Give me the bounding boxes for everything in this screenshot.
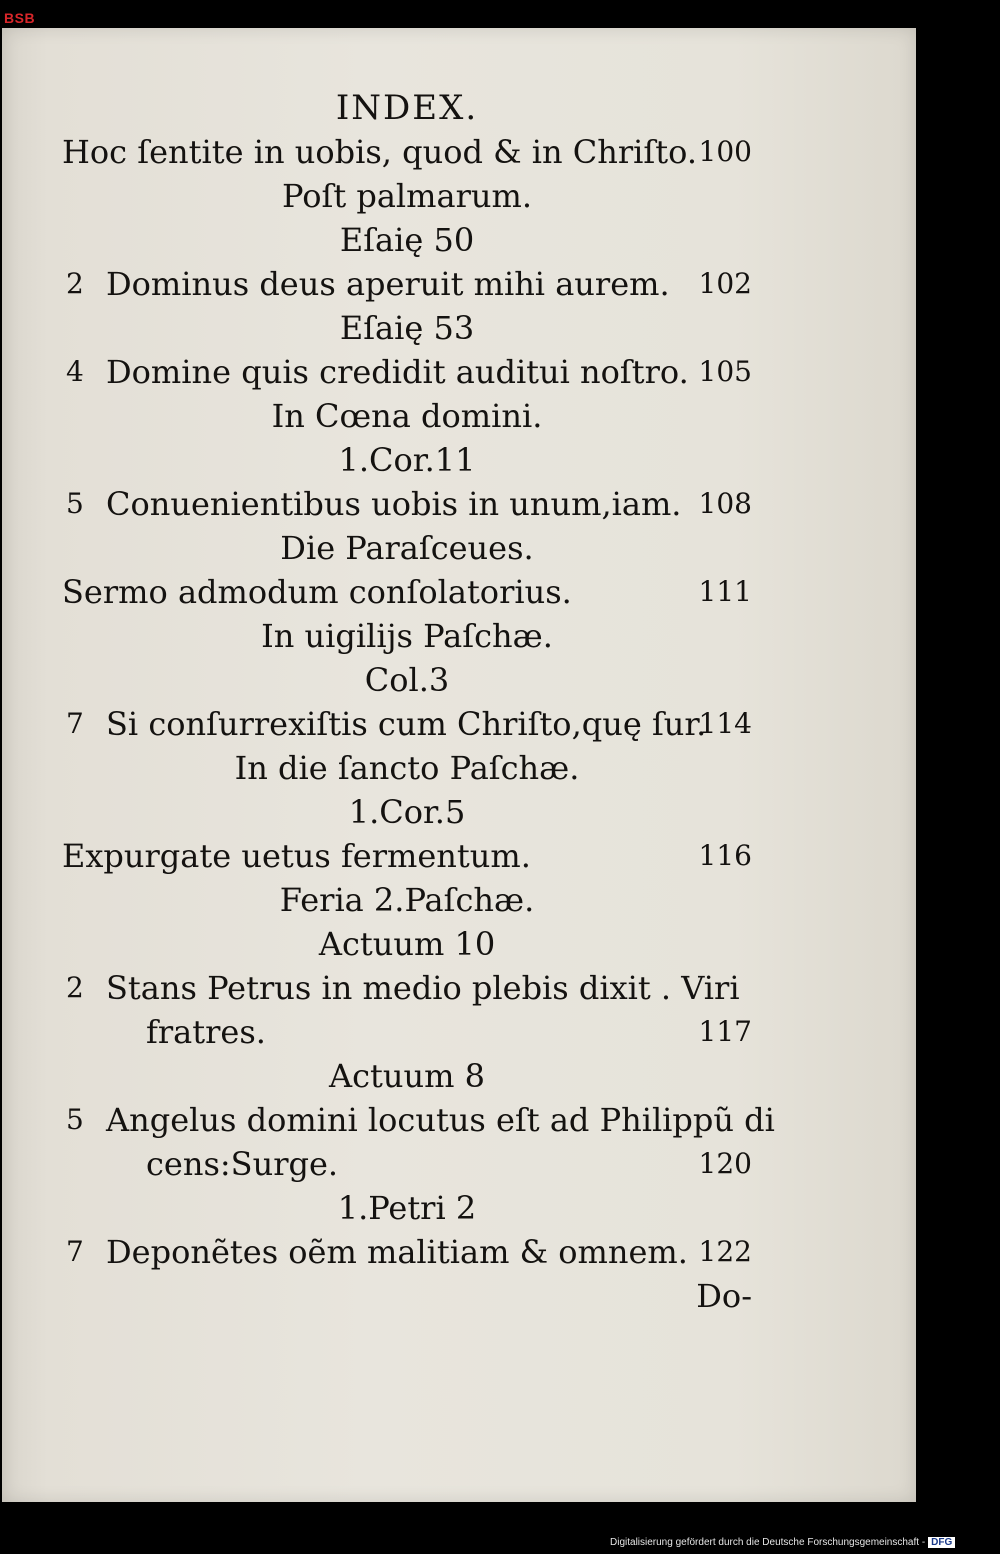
section-heading: Actuum 8 xyxy=(329,1057,485,1095)
entry-number: 5 xyxy=(66,1103,84,1136)
section-heading: In die ſancto Paſchæ. xyxy=(234,749,580,787)
entry-text: Stans Petrus in medio plebis dixit . Viri xyxy=(106,969,740,1007)
book-page xyxy=(2,28,916,1502)
section-heading: In Cœna domini. xyxy=(271,397,543,435)
entry-text: fratres. xyxy=(146,1013,266,1051)
footer-text: Digitalisierung gefördert durch die Deutsche Forschungsgemeinschaft - xyxy=(610,1537,926,1548)
index-entry xyxy=(62,702,752,746)
bsb-logo: BSB xyxy=(4,10,36,26)
entry-number: 5 xyxy=(66,487,84,520)
footer-credit xyxy=(610,1537,955,1548)
page-number: 100 xyxy=(698,135,752,168)
entry-text: cens:Surge. xyxy=(146,1145,339,1183)
index-entry xyxy=(62,262,752,306)
index-list xyxy=(62,86,775,1318)
entry-number: 7 xyxy=(66,1235,84,1268)
page-number: 105 xyxy=(698,355,752,388)
catchword-line xyxy=(62,1274,752,1318)
page-number: 120 xyxy=(698,1147,752,1180)
page-number: 122 xyxy=(698,1235,752,1268)
entry-number: 2 xyxy=(66,267,84,300)
catchword: Do- xyxy=(696,1277,752,1315)
entry-text: Domine quis credidit auditui noſtro. xyxy=(106,353,689,391)
section-heading: 1.Cor.5 xyxy=(348,793,466,831)
section-heading: In uigilijs Paſchæ. xyxy=(261,617,553,655)
entry-continuation xyxy=(62,1010,752,1054)
entry-number: 4 xyxy=(66,355,84,388)
entry-text: Sermo admodum conſolatorius. xyxy=(62,573,572,611)
section-heading: 1.Petri 2 xyxy=(337,1189,477,1227)
index-entry xyxy=(62,570,752,614)
index-entry xyxy=(62,966,752,1010)
entry-text: Angelus domini locutus eſt ad Philippũ di xyxy=(106,1101,775,1139)
index-entry xyxy=(62,1098,775,1142)
page-number: 111 xyxy=(698,575,752,608)
page-number: 114 xyxy=(698,707,752,740)
entry-text: Dominus deus aperuit mihi aurem. xyxy=(106,265,670,303)
entry-number: 2 xyxy=(66,971,84,1004)
index-entry xyxy=(62,130,752,174)
entry-text: Conuenientibus uobis in unum,iam. xyxy=(106,485,682,523)
entry-text: Deponẽtes oẽm malitiam & omnem. xyxy=(106,1233,688,1271)
dfg-logo: DFG xyxy=(928,1537,955,1548)
section-heading: Col.3 xyxy=(364,661,450,699)
page-number: 117 xyxy=(698,1015,752,1048)
section-heading: 1.Cor.11 xyxy=(338,441,476,479)
section-heading: Die Paraſceues. xyxy=(280,529,534,567)
page-number: 108 xyxy=(698,487,752,520)
index-entry xyxy=(62,350,752,394)
page-number: 102 xyxy=(698,267,752,300)
index-entry xyxy=(62,482,752,526)
section-heading: Feria 2.Paſchæ. xyxy=(279,881,535,919)
section-heading: Eſaię 53 xyxy=(339,309,475,347)
section-heading: Poſt palmarum. xyxy=(281,177,532,215)
entry-text: Si conſurrexiſtis cum Chriſto,quę ſur. xyxy=(106,705,707,743)
page-number: 116 xyxy=(698,839,752,872)
index-entry xyxy=(62,1230,752,1274)
index-entry xyxy=(62,834,752,878)
entry-continuation xyxy=(62,1142,752,1186)
entry-text: Hoc ſentite in uobis, quod & in Chriſto. xyxy=(62,133,697,171)
entry-text: Expurgate uetus fermentum. xyxy=(62,837,531,875)
section-heading: Actuum 10 xyxy=(318,925,496,963)
page-header: INDEX. xyxy=(335,88,479,128)
section-heading: Eſaię 50 xyxy=(339,221,475,259)
entry-number: 7 xyxy=(66,707,84,740)
